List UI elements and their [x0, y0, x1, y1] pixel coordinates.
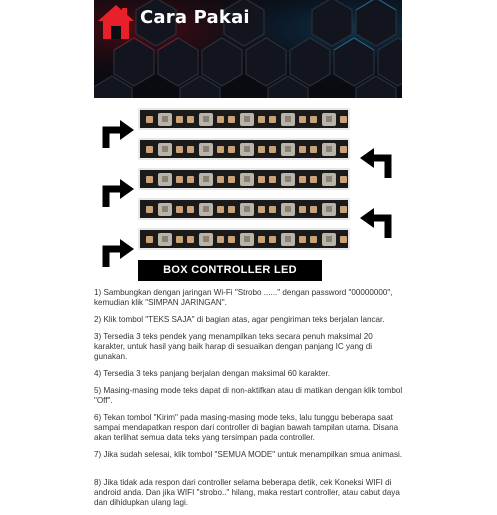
led-chip [240, 233, 254, 246]
solder-pad [187, 176, 194, 183]
solder-pad [310, 176, 317, 183]
solder-pad [340, 206, 347, 213]
led-strip [138, 168, 350, 190]
led-chip [240, 113, 254, 126]
led-chip [158, 203, 172, 216]
instruction-item: 7) Jika sudah selesai, klik tombol "SEMUA MODE" untuk menampilkan smua animasi. [94, 450, 403, 459]
led-chip [322, 113, 336, 126]
solder-pad [269, 206, 276, 213]
solder-pad [187, 146, 194, 153]
solder-pad [146, 116, 153, 123]
bent-arrow-icon [358, 204, 394, 240]
instruction-item: 5) Masing-masing mode teks dapat di non-aktifkan atau di matikan dengan klik tombol "Off". [94, 386, 403, 405]
solder-pad [187, 236, 194, 243]
solder-pad [258, 176, 265, 183]
solder-pad [176, 236, 183, 243]
instruction-item: 4) Tersedia 3 teks panjang berjalan dengan maksimal 60 karakter. [94, 369, 331, 378]
led-chip [281, 233, 295, 246]
solder-pad [146, 206, 153, 213]
led-strip [138, 198, 350, 220]
solder-pad [340, 146, 347, 153]
solder-pad [269, 176, 276, 183]
led-chip [240, 173, 254, 186]
bent-arrow-icon [358, 144, 394, 180]
solder-pad [217, 236, 224, 243]
instruction-list [94, 288, 404, 515]
led-strip-diagram [94, 100, 402, 285]
bent-arrow-icon [100, 114, 136, 150]
solder-pad [310, 116, 317, 123]
solder-pad [146, 236, 153, 243]
solder-pad [187, 116, 194, 123]
instruction-item: 3) Tersedia 3 teks pendek yang menampilkan teks secara penuh maksimal 20 karakter, untuk hasil yang baik harap di sesuaikan dengan panjang IC yang di gunakan. [94, 332, 373, 361]
instruction-item: 8) Jika tidak ada respon dari controller selama beberapa detik, cek Koneksi WIFI di android anda. Dan jika WIFI "strobo.." hilang, maka restart controller, atau cabut daya dan dihidupkan ulang lagi. [94, 478, 400, 507]
led-chip [322, 173, 336, 186]
solder-pad [176, 146, 183, 153]
solder-pad [187, 206, 194, 213]
led-strip [138, 138, 350, 160]
led-chip [281, 203, 295, 216]
instruction-item: 6) Tekan tombol "Kirim" pada masing-masing mode teks, lalu tunggu beberapa saat sampai mendapatkan respon dari controller di bagian bawah tampilan utama. Disana akan terlihat semua data teks yang tersimpan pada controller. [94, 413, 399, 442]
led-chip [322, 143, 336, 156]
solder-pad [340, 176, 347, 183]
led-chip [322, 203, 336, 216]
instruction-item: 2) Klik tombol "TEKS SAJA" di bagian atas, agar pengiriman teks berjalan lancar. [94, 315, 385, 324]
solder-pad [217, 116, 224, 123]
solder-pad [258, 116, 265, 123]
solder-pad [258, 206, 265, 213]
home-icon[interactable] [96, 2, 136, 42]
box-controller-label: BOX CONTROLLER LED [138, 260, 322, 281]
solder-pad [310, 146, 317, 153]
solder-pad [269, 116, 276, 123]
solder-pad [299, 146, 306, 153]
solder-pad [228, 116, 235, 123]
bent-arrow-icon [100, 233, 136, 269]
solder-pad [340, 116, 347, 123]
solder-pad [299, 116, 306, 123]
solder-pad [217, 176, 224, 183]
led-chip [199, 203, 213, 216]
led-chip [281, 173, 295, 186]
solder-pad [228, 176, 235, 183]
led-chip [240, 143, 254, 156]
solder-pad [146, 176, 153, 183]
solder-pad [217, 146, 224, 153]
led-chip [281, 143, 295, 156]
solder-pad [176, 116, 183, 123]
solder-pad [310, 206, 317, 213]
led-chip [158, 113, 172, 126]
solder-pad [340, 236, 347, 243]
solder-pad [299, 176, 306, 183]
led-chip [199, 113, 213, 126]
led-chip [158, 143, 172, 156]
led-strip [138, 228, 350, 250]
solder-pad [228, 206, 235, 213]
led-chip [281, 113, 295, 126]
solder-pad [269, 236, 276, 243]
solder-pad [258, 236, 265, 243]
solder-pad [269, 146, 276, 153]
led-chip [199, 173, 213, 186]
led-chip [199, 143, 213, 156]
led-chip [158, 233, 172, 246]
solder-pad [217, 206, 224, 213]
solder-pad [299, 206, 306, 213]
solder-pad [176, 176, 183, 183]
solder-pad [228, 146, 235, 153]
solder-pad [299, 236, 306, 243]
solder-pad [176, 206, 183, 213]
led-chip [322, 233, 336, 246]
instruction-item: 1) Sambungkan dengan jaringan Wi-Fi "Strobo ......" dengan password "00000000", kemudian klik "SIMPAN JARINGAN". [94, 288, 393, 307]
solder-pad [146, 146, 153, 153]
solder-pad [258, 146, 265, 153]
page-title: Cara Pakai [140, 7, 250, 28]
led-strip [138, 108, 350, 130]
led-chip [199, 233, 213, 246]
header-banner [94, 0, 402, 98]
led-chip [158, 173, 172, 186]
bent-arrow-icon [100, 173, 136, 209]
solder-pad [228, 236, 235, 243]
led-chip [240, 203, 254, 216]
solder-pad [310, 236, 317, 243]
